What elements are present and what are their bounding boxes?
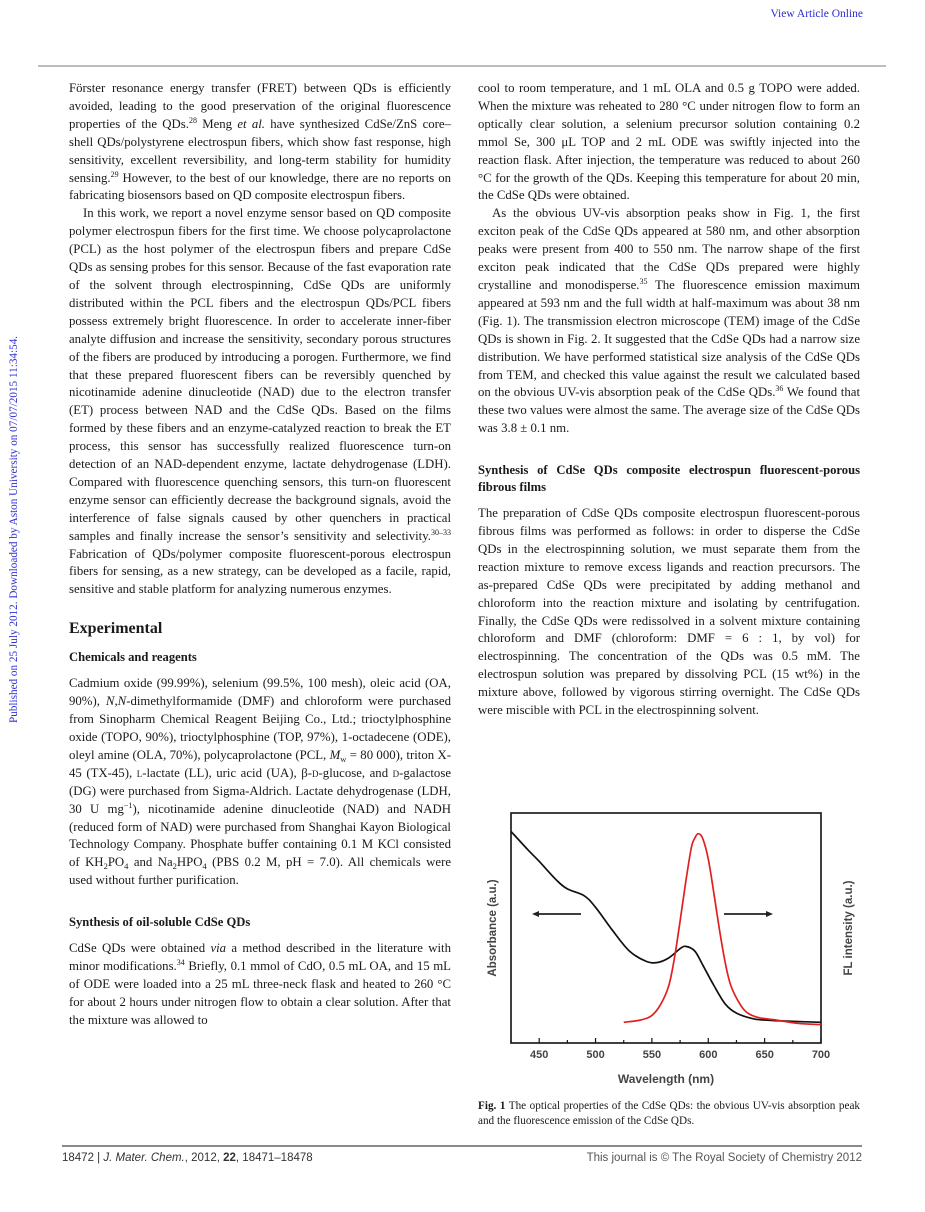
page-number: 18472 <box>62 1152 94 1164</box>
citation-link[interactable]: 28 <box>188 115 197 125</box>
fl-intensity-curve <box>624 834 821 1025</box>
citation-link[interactable]: 29 <box>110 169 119 179</box>
section-heading-experimental: Experimental <box>69 620 163 638</box>
paragraph-synthesis-oil: CdSe QDs were obtained via a method described in the literature with minor modifications.$^{34}$ Briefly, 0.1 mmol of CdO, 0.5 mL OA, and 15 mL of ODE were loaded into a 25 mL three-neck flask and heated to 260 °C for about 2 hours under nitrogen flow to obtain a clear solution. After that the mixture was allowed to <box>69 941 451 1027</box>
subsection-heading-composite-films: Synthesis of CdSe QDs composite electrospun fluorescent-porous fibrous films <box>478 463 860 495</box>
citation-link[interactable]: 35 <box>639 276 648 286</box>
journal-name: J. Mater. Chem. <box>103 1152 185 1164</box>
y-axis-label-right: FL intensity (a.u.) <box>843 880 855 976</box>
subsection-heading-chemicals: Chemicals and reagents <box>69 650 197 665</box>
side-note-text: Published on 25 July 2012. Downloaded by Aston University on 07/07/2015 11:34:54. <box>8 335 20 723</box>
subsection-heading-oil-soluble: Synthesis of oil-soluble CdSe QDs <box>69 915 251 930</box>
footer-citation: 18472 | J. Mater. Chem., 2012, 22, 18471–18478 <box>62 1152 313 1164</box>
footer-copyright: This journal is © The Royal Society of Chemistry 2012 <box>586 1152 862 1164</box>
footer-rule <box>62 1145 862 1147</box>
y-axis-label-left: Absorbance (a.u.) <box>487 879 499 977</box>
volume-number: 22 <box>223 1152 236 1164</box>
x-tick-label: 450 <box>530 1049 549 1061</box>
publication-side-note <box>8 183 24 723</box>
paragraph-composite-films: The preparation of CdSe QDs composite electrospun fluorescent-porous fibrous films was performed as follows: in order to disperse the CdSe QDs in the electrospinning solution, we must separate them from the reaction mixture to remove excess ligands and reaction precursors. The as-prepared CdSe QDs were precipitated by adding methanol and chloroform into the reaction mixture and isolating by centrifugation. Finally, the CdSe QDs were redissolved in a solvent mixture containing chloroform and DMF (chloroform: DMF = 6 : 1, by vol) for electrospinning. The concentration of the QDs was 0.5 mM. The electrospun solution was prepared by dissolving PCL (15 wt%) in the mixture above, followed by vigorous stirring overnight. The CdSe QDs were miscible with PCL in the electrospinning solvent. <box>478 506 860 718</box>
caption-label: Fig. 1 <box>478 1100 506 1112</box>
paragraph-fret: Förster resonance energy transfer (FRET) between QDs is efficiently avoided, leading to the good preservation of the original fluorescence properties of the QDs.$^{28}$ Meng et al. have synthesized CdSe/ZnS core–shell QDs/polystyrene electrospun fibers, which show fast response, high sensitivity, excellent reversibility, and long-term stability for humidity sensing.$^{29}$ However, to the best of our knowledge, there are no reports on fabricating biosensors based on QD composite electrospun fibers. <box>69 81 451 203</box>
right-column <box>478 80 860 720</box>
optical-spectra-plot <box>478 790 863 1090</box>
citation-link[interactable]: 30–33 <box>431 527 451 537</box>
plot-frame <box>511 813 821 1043</box>
x-tick-label: 500 <box>586 1049 605 1061</box>
paragraph-cooling: cool to room temperature, and 1 mL OLA and 0.5 g TOPO were added. When the mixture was reheated to 280 °C under nitrogen flow to form an optically clear solution, a selenium precursor solution containing 0.2 mmol Se, 300 μL TOP and 2 mL ODE was swiftly injected into the reaction flask. After injection, the temperature was reduced to about 260 °C for the growth of the QDs. Keeping this temperature for about 20 min, the CdSe QDs were obtained. <box>478 81 860 203</box>
view-article-online-link[interactable]: View Article Online <box>770 8 863 20</box>
x-tick-label: 600 <box>699 1049 718 1061</box>
x-tick-label: 650 <box>755 1049 774 1061</box>
figure-1-chart <box>478 790 863 1090</box>
x-tick-label: 550 <box>642 1049 662 1061</box>
figure-1-caption <box>478 1099 860 1129</box>
paragraph-this-work: In this work, we report a novel enzyme sensor based on QD composite polymer electrospun fibers for the first time. We choose polycaprolactone (PCL) as the host polymer of the electrospun fibers and prepare CdSe QDs as sensing probes for this sensor. Because of the fast evaporation rate of the solvent through electrospinning, CdSe QDs are uniformly distributed within the PCL fibers and the electrospun QDs/PCL fibers possess extremely bright fluorescence. In order to accelerate inner-fiber analyte diffusion and increase the sensitivity, secondary porous structures of the fibers are produced by introducing a porogen. Furthermore, we find that these prepared fluorescent fibers can be reversibly quenched by nicotinamide adenine dinucleotide (NAD) due to the electron transfer (ET) process between NAD and the CdSe QDs. Based on the films formed by these fibers and an enzyme-catalyzed reaction to break the ET process, this sensor has successfully realized fluorescence turn-on detection of an NAD-dependent enzyme, lactate dehydrogenase (LDH). Compared with fluorescence quenching sensors, this turn-on fluorescent enzyme sensor can efficiently decrease the background signals, avoid the interference of false signals caused by other quenchers in practical samples and finally increase the sensor’s sensitivity and selectivity.$^{30-33}$ Fabrication of QDs/polymer composite fluorescent-porous electrospun fibers for sensing, as a new strategy, can be developed as a facile, rapid, sensitive and stable platform for analyzing numerous enzymes. <box>69 206 451 597</box>
left-column <box>69 80 451 1030</box>
x-tick-label: 700 <box>811 1049 831 1061</box>
left-axis-arrow <box>532 911 581 917</box>
paragraph-uvvis: As the obvious UV-vis absorption peaks show in Fig. 1, the first exciton peak of the CdSe QDs appeared at 580 nm, and other absorption peaks were present from 400 to 550 nm. The narrow shape of the first exciton peak indicated that the CdSe QDs prepared were highly crystalline and monodisperse.$^{35}$ The fluorescence emission maximum appeared at 593 nm and the full width at half-maximum was about 38 nm (Fig. 1). The transmission electron microscope (TEM) image of the CdSe QDs is shown in Fig. 2. It suggested that the CdSe QDs had a narrow size distribution. We have performed statistical size analysis of the CdSe QDs from TEM, and checked this value against the result we calculated based on the obvious UV-vis absorption peak of the CdSe QDs.$^{36}$ We found that these two values were almost the same. The average size of the CdSe QDs was 3.8 ± 0.1 nm. <box>478 206 860 436</box>
citation-link[interactable]: 36 <box>775 384 784 394</box>
x-axis-label: Wavelength (nm) <box>617 1072 715 1086</box>
x-axis-ticks <box>511 1038 830 1061</box>
right-axis-arrow <box>724 911 773 917</box>
plot-curves <box>511 831 821 1024</box>
header-rule <box>38 65 886 67</box>
paragraph-chemicals: Cadmium oxide (99.99%), selenium (99.5%, 100 mesh), oleic acid (OA, 90%), N,N-dimethylformamide (DMF) and chloroform were purchased from Sinopharm Chemical Reagent Beijing Co., Ltd.; trioctylphosphine oxide (TOPO, 90%), trioctylphosphine (TOP, 97%), 1-octadecene (ODE), oleyl amine (OLA, 70%), polycaprolactone (PCL, $M_w = 80$ 000), triton X-45 (TX-45), l-lactate (LL), uric acid (UA), β-d-glucose, and d-galactose (DG) were purchased from Sigma-Aldrich. Lactate dehydrogenase (LDH, 30 U $mg^{-1}$), nicotinamide adenine dinucleotide (NAD) and NADH (reduced form of NAD) were purchased from Shanghai Kayon Biological Technology Company. Phosphate buffer containing 0.1 M KCl consisted of $KH_2PO_4$ and $Na_2HPO_4$ (PBS 0.2 M, pH = 7.0). All chemicals were used without further purification. <box>69 676 452 888</box>
citation-link[interactable]: 34 <box>176 958 185 968</box>
caption-text: The optical properties of the CdSe QDs: the obvious UV-vis absorption peak and the fluorescence emission of the CdSe QDs. <box>478 1100 860 1127</box>
